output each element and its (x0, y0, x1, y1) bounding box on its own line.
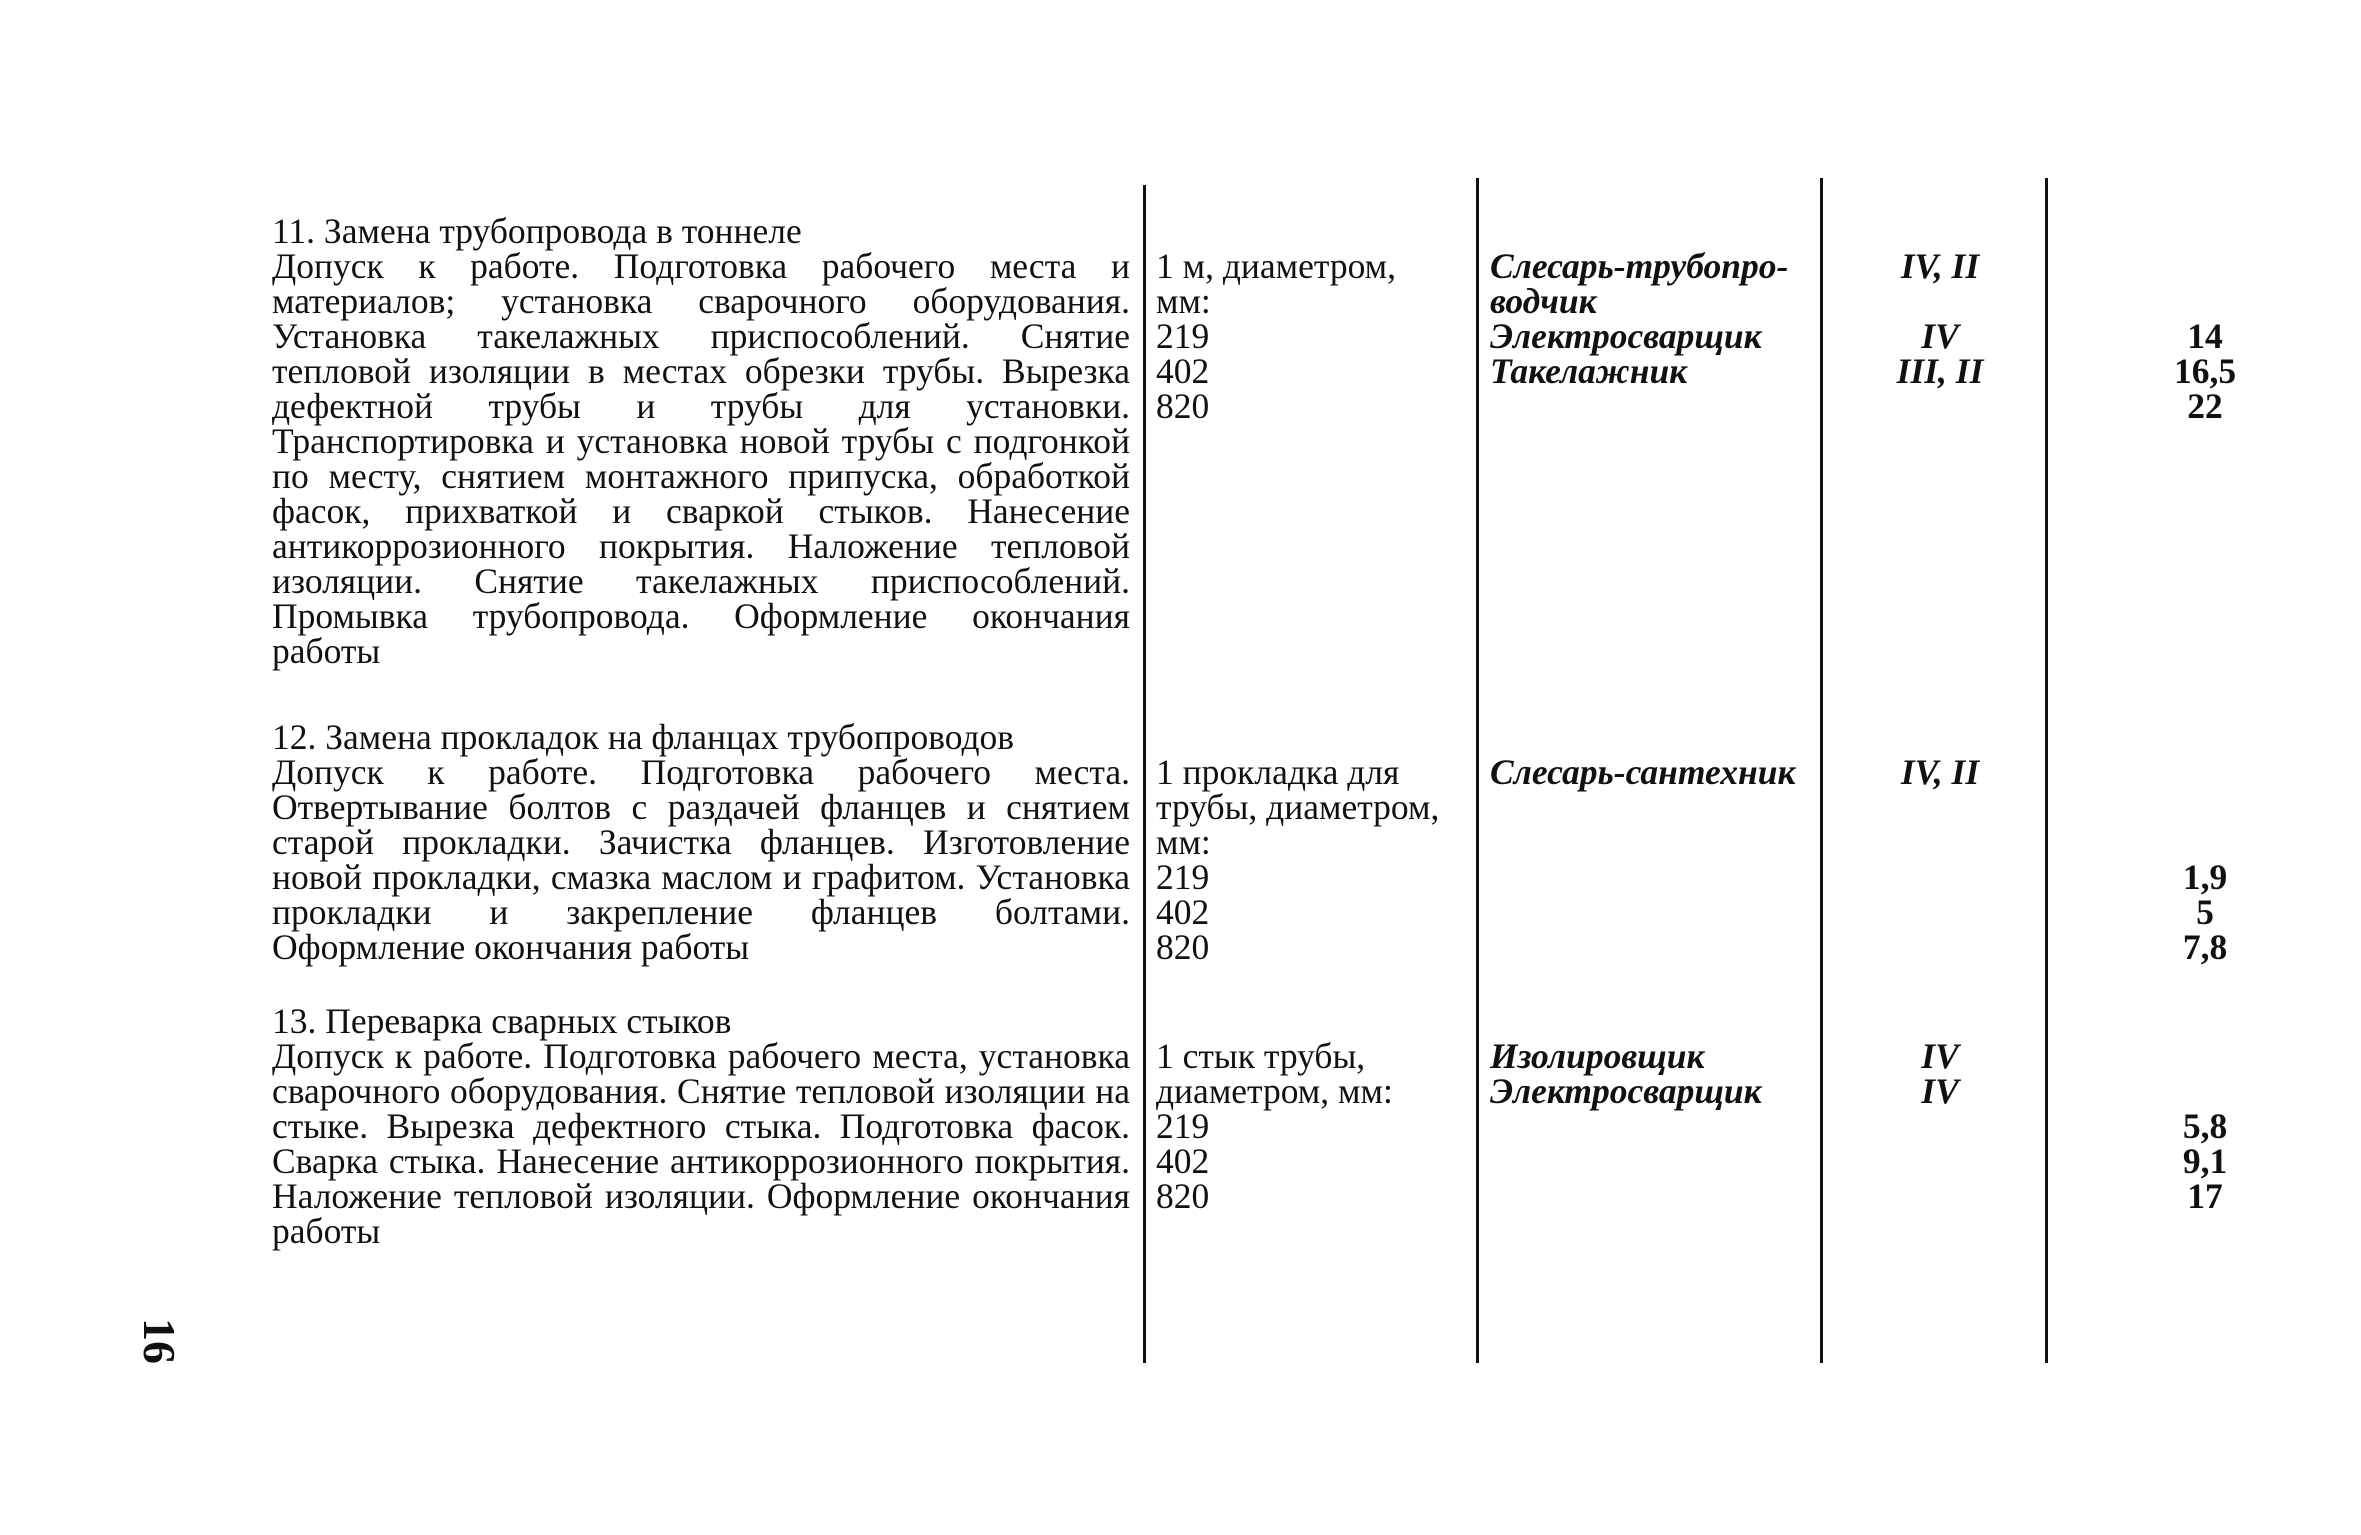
column-divider-2 (1476, 178, 1479, 1363)
profession: Электросварщик (1490, 316, 1762, 356)
grade (1830, 284, 2050, 319)
grade: IV (1921, 1071, 1959, 1111)
unit-line: трубы, диаметром, (1156, 787, 1440, 827)
unit-line: 402 (1156, 1141, 1210, 1181)
entry-11-description (272, 211, 1130, 671)
unit-line: 820 (1156, 927, 1210, 967)
entry-13-body: Допуск к работе. Подготовка рабочего места, установка сварочного оборудования. Снятие тепловой изоляции на стыке. Вырезка дефектного стыка. Подготовка фасок. Сварка стыка. Нанесение антикоррозионного покрытия. Наложение тепловой изоляции. Оформление окончания работы (272, 1036, 1130, 1251)
grade: IV, II (1900, 752, 1980, 792)
entry-11-unit (1156, 246, 1476, 426)
unit-line: диаметром, мм: (1156, 1071, 1393, 1111)
entry-12-description (272, 717, 1130, 967)
entry-12-times (2090, 857, 2320, 967)
profession: Такелажник (1490, 351, 1688, 391)
entry-11-professions (1490, 246, 1830, 391)
time-value: 1,9 (2182, 857, 2228, 897)
unit-line: 1 стык трубы, (1156, 1036, 1366, 1076)
unit-line: 219 (1156, 857, 1210, 897)
unit-line: мм: (1156, 822, 1211, 862)
entry-13-title: 13. Переварка сварных стыков (272, 1001, 732, 1041)
unit-line: 402 (1156, 892, 1210, 932)
unit-line: мм: (1156, 281, 1211, 321)
grade: IV (1921, 316, 1959, 356)
grade: IV, II (1900, 246, 1980, 286)
unit-line: 219 (1156, 1106, 1210, 1146)
unit-line: 219 (1156, 316, 1210, 356)
entry-13-unit (1156, 1036, 1476, 1216)
time-value: 5,8 (2182, 1106, 2228, 1146)
entry-12-body: Допуск к работе. Подготовка рабочего места. Отвертывание болтов с раздачей фланцев и снятием старой прокладки. Зачистка фланцев. Изготовление новой прокладки, смазка маслом и графитом. Установка прокладки и закрепление фланцев болтами. Оформление окончания работы (272, 752, 1130, 967)
time-value: 22 (2187, 386, 2223, 426)
entry-13-description (272, 1001, 1130, 1251)
entry-11-grades (1830, 246, 2050, 391)
unit-line: 820 (1156, 386, 1210, 426)
grade: IV (1921, 1036, 1959, 1076)
entry-12-title: 12. Замена прокладок на фланцах трубопроводов (272, 717, 1015, 757)
unit-line: 1 м, диаметром, (1156, 246, 1396, 286)
entry-11-title: 11. Замена трубопровода в тоннеле (272, 211, 802, 251)
time-value: 14 (2187, 316, 2223, 356)
unit-line: 402 (1156, 351, 1210, 391)
grade: III, II (1896, 351, 1984, 391)
profession: Изолировщик (1490, 1036, 1705, 1076)
time-value: 5 (2196, 892, 2214, 932)
entry-12-unit (1156, 752, 1476, 967)
profession: Слесарь-трубопро- (1490, 246, 1789, 286)
entry-13-grades (1830, 1036, 2050, 1111)
time-value: 16,5 (2173, 351, 2237, 391)
time-value: 7,8 (2182, 927, 2228, 967)
entry-11-body: Допуск к работе. Подготовка рабочего места и материалов; установка сварочного оборудования. Установка такелажных приспособлений. Снятие тепловой изоляции в местах обрезки трубы. Вырезка дефектной трубы и трубы для установки. Транспортировка и установка новой трубы с подгонкой по месту, снятием монтажного припуска, обработкой фасок, прихваткой и сваркой стыков. Нанесение антикоррозионного покрытия. Наложение тепловой изоляции. Снятие такелажных приспособлений. Промывка трубопровода. Оформление окончания работы (272, 246, 1130, 671)
unit-line: 820 (1156, 1176, 1210, 1216)
profession: Электросварщик (1490, 1071, 1762, 1111)
unit-line: 1 прокладка для (1156, 752, 1400, 792)
profession: водчик (1490, 281, 1597, 321)
time-value: 9,1 (2182, 1141, 2228, 1181)
entry-11-times (2090, 316, 2320, 426)
time-value: 17 (2187, 1176, 2223, 1216)
entry-13-professions (1490, 1036, 1830, 1111)
entry-13-times (2090, 1106, 2320, 1216)
entry-12-professions (1490, 752, 1830, 792)
column-divider-1 (1143, 185, 1146, 1363)
entry-12-grades (1830, 752, 2050, 792)
page-number: 16 (134, 1318, 185, 1364)
profession: Слесарь-сантехник (1490, 752, 1796, 792)
